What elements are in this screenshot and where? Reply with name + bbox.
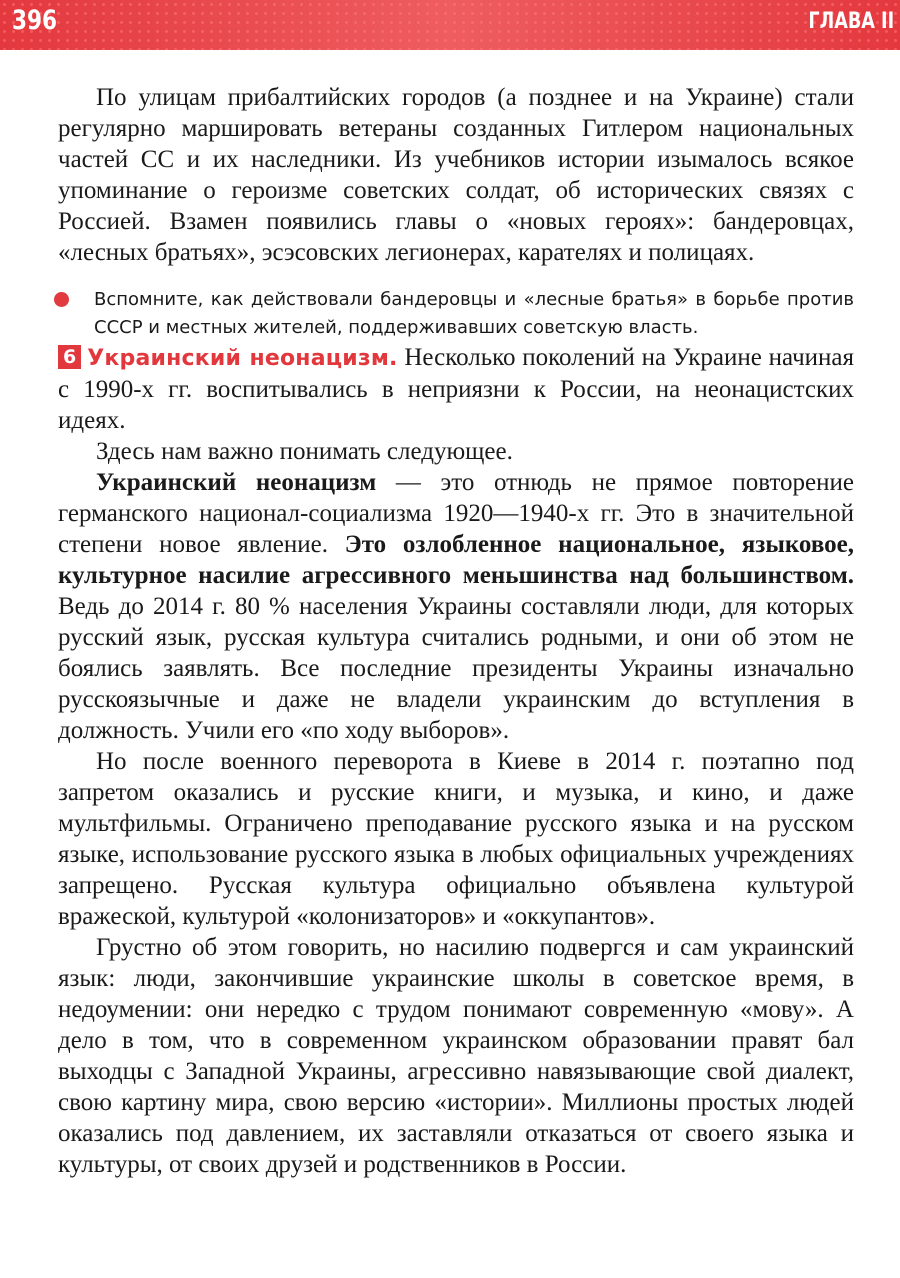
bold-statement: Это озлобленное национальное, языковое, культурное насилие агрессивного меньшинства над большинством. (58, 531, 854, 589)
page-content (58, 82, 854, 1180)
section-title: Украинский неонацизм. (87, 346, 398, 371)
page-header-band (0, 0, 900, 50)
paragraph-4: Но после военного переворота в Киеве в 2014 г. поэтапно под запретом оказались и русские книги, и музыка, и кино, и даже мультфильмы. Ограничено преподавание русского языка и на русском языке, использование русского языка в любых официальных учреждениях запрещено. Русская культура официально объявлена культурой вражеской, культурой «колонизаторов» и «оккупантов». (58, 748, 854, 930)
red-bullet-icon (54, 292, 69, 307)
page-number: 396 (12, 5, 58, 36)
chapter-label: ГЛАВА II (808, 9, 894, 34)
term-ukrainian-neonazism: Украинский неонацизм (96, 469, 377, 496)
paragraph-1: По улицам прибалтийских городов (а позднее и на Украине) стали регулярно маршировать ветераны созданных Гитлером национальных частей СС и их наследники. Из учебников истории изымалось всякое упоминание о героизме советских солдат, об исторических связях с Россией. Взамен появились главы о «новых героях»: бандеровцах, «лесных братьях», эсэсовских легионерах, карателях и полицаях. (58, 84, 854, 266)
review-question (58, 286, 854, 342)
section-lead-text: Несколько поколений на Украине начиная с 1990-х гг. воспитывались в неприязни к России, на неонацистских идеях. (58, 344, 855, 434)
paragraph-3-part-1: — это отнюдь не прямое повторение германского национал-социализма 1920—1940-х гг. Это в значительной степени новое явление. (58, 469, 854, 558)
paragraph-3 (58, 467, 854, 746)
paragraph-3-part-2: Ведь до 2014 г. 80 % населения Украины составляли люди, для которых русский язык, русская культура считались родными, и они об этом не боялись заявлять. Все последние президенты Украины изначально русскоязычные и даже не владели украинским до вступления в должность. Учили его «по ходу выборов». (58, 593, 854, 744)
paragraph-5: Грустно об этом говорить, но насилию подвергся и сам украинский язык: люди, закончившие украинские школы в советское время, в недоумении: они нередко с трудом понимают современную «мову». А дело в том, что в современном украинском образовании правят бал выходцы с Западной Украины, агрессивно навязывающие свой диалект, свою картину мира, свою версию «истории». Миллионы простых людей оказались под давлением, их заставляли отказаться от своего языка и культуры, от своих друзей и родственников в России. (58, 934, 854, 1178)
section-6-intro (58, 342, 854, 436)
review-question-text: Вспомните, как действовали бандеровцы и «лесные братья» в борьбе против СССР и местных жителей, поддерживавших советскую власть. (94, 289, 854, 338)
paragraph-2: Здесь нам важно понимать следующее. (96, 438, 513, 465)
section-number-badge: 6 (58, 345, 81, 369)
